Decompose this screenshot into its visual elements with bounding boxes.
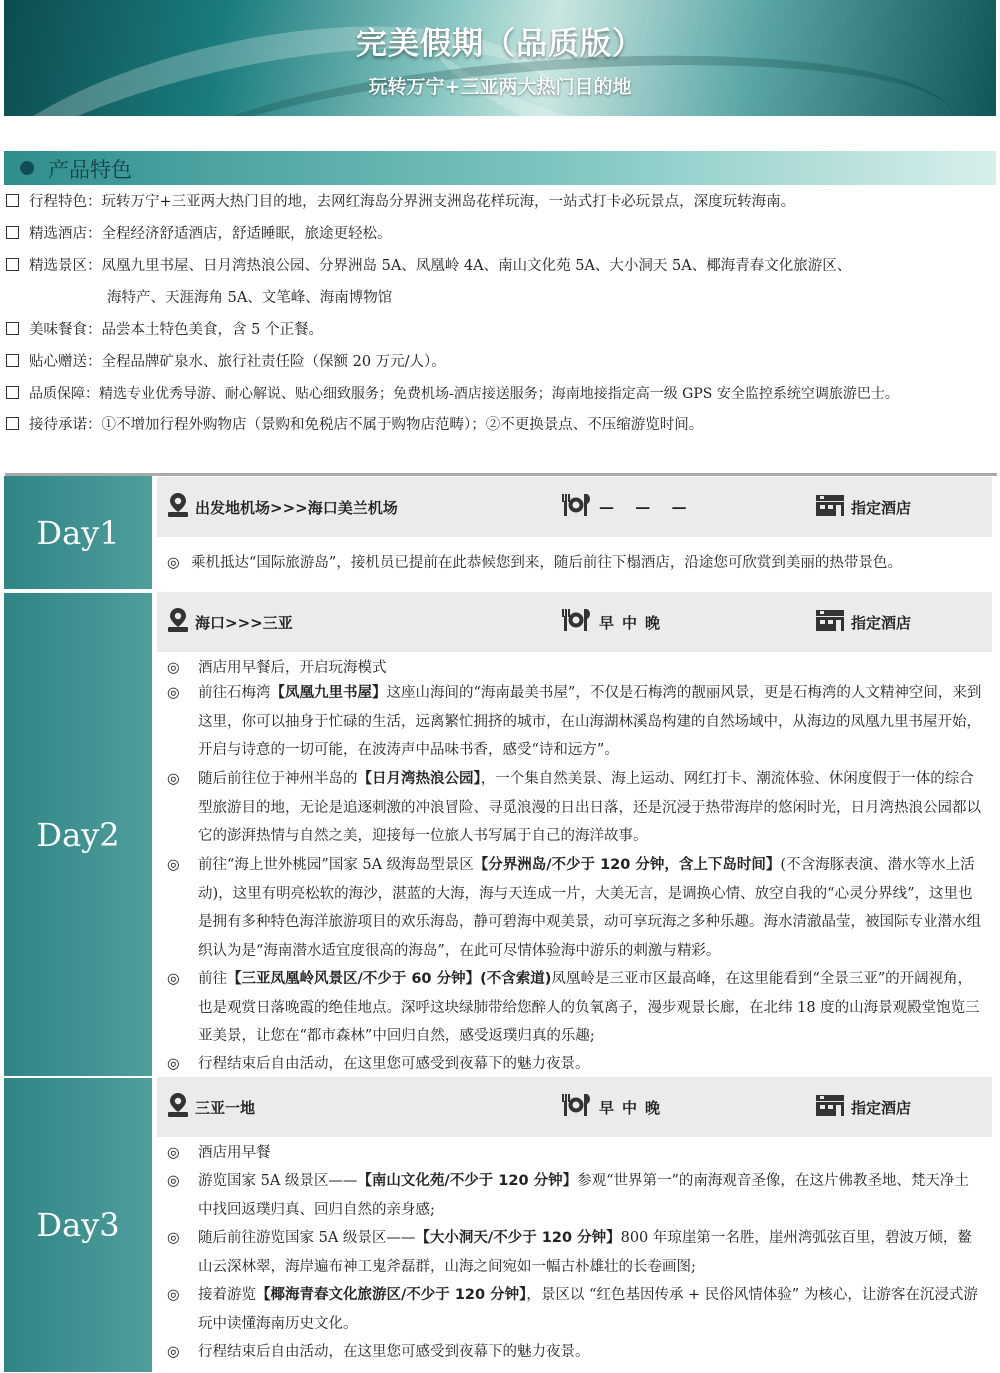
circle-bullet-icon: ◎ [167, 857, 180, 873]
page-subtitle: 玩转万宁+三亚两大热门目的地 [368, 76, 632, 98]
location-pin-icon [167, 607, 195, 637]
hotel-icon [815, 1093, 851, 1121]
day-label-1: Day1 [4, 476, 152, 589]
itinerary-item: ◎ 酒店用早餐后，开启玩海模式 [167, 654, 982, 683]
hotel-text: 指定酒店 [851, 1098, 912, 1117]
hotel-cell [815, 1077, 911, 1137]
itinerary-item: ◎ 行程结束后自由活动，在这里您可感受到夜幕下的魅力夜景。 [167, 1050, 982, 1079]
itinerary-item: ◎ 随后前往游览国家 5A 级景区——【大小洞天/不少于 120 分钟】800 年琼崖第一名胜，崖州湾弧弦百里，碧波万倾，鳌山云深林翠，海岸遍布神工鬼斧磊群，山海之间宛如一幅古朴雄壮的长卷画图; [167, 1224, 982, 1281]
hotel-text: 指定酒店 [851, 498, 912, 517]
circle-bullet-icon: ◎ [167, 555, 180, 571]
feature-item: 精选酒店：全程经济舒适酒店，舒适睡眠，旅途更轻松。 [6, 224, 996, 244]
feature-item: 接待承诺：①不增加行程外购物店（景购和免税店不属于购物店范畴）；②不更换景点、不压缩游览时间。 [6, 415, 996, 435]
itinerary-item: ◎ 随后前往位于神州半岛的【日月湾热浪公园】，一个集自然美景、海上运动、网红打卡、潮流体验、休闲度假于一体的综合型旅游目的地，无论是追逐刺激的冲浪冒险、寻觅浪漫的日出日落，还是沉浸于热带海岸的悠闲时光，日月湾热浪公园都以它的澎湃热情与自然之美，迎接每一位旅人书写属于自己的海洋故事。 [167, 765, 982, 851]
checkbox-icon [6, 354, 19, 367]
itinerary-item: ◎ 酒店用早餐 [167, 1139, 982, 1168]
itinerary-item: ◎ 前往【三亚凤凰岭风景区/不少于 60 分钟】(不含索道)凤凰岭是三亚市区最高峰，在这里能看到“全景三亚”的开阔视角，也是观赏日落晚霞的绝佳地点。深呼这块绿肺带给您醉人的负氧离子，漫步观景长廊，在北纬 18 度的山海景观殿堂饱览三亚美景，让您在“都市森林”中回归自然，感受返璞归真的乐趣; [167, 965, 982, 1051]
meal-text: 早中晚 [599, 1098, 669, 1117]
day-label-2: Day2 [4, 591, 152, 1076]
checkbox-icon [6, 226, 19, 239]
location-pin-icon [167, 492, 195, 522]
feature-item: 行程特色：玩转万宁+三亚两大热门目的地，去网红海岛分界洲支洲岛花样玩海，一站式打卡必玩景点，深度玩转海南。 [6, 192, 996, 212]
circle-bullet-icon: ◎ [167, 771, 180, 787]
circle-bullet-icon: ◎ [167, 971, 180, 987]
day-2-header [157, 592, 992, 652]
circle-bullet-icon: ◎ [167, 1056, 180, 1072]
hotel-cell [815, 477, 911, 537]
bullet-dot-icon [20, 161, 34, 175]
route-cell [167, 477, 398, 537]
meal-utensils-icon [561, 492, 599, 522]
itinerary-item: ◎ 游览国家 5A 级景区——【南山文化苑/不少于 120 分钟】参观“世界第一”的南海观音圣像，在这片佛教圣地、梵天净土中找回返璞归真、回归自然的亲身感; [167, 1167, 982, 1224]
circle-bullet-icon: ◎ [167, 1344, 180, 1360]
feature-item: 品质保障：精选专业优秀导游、耐心解说、贴心细致服务；免费机场-酒店接送服务；海南地接指定高一级 GPS 安全监控系统空调旅游巴士。 [6, 384, 996, 404]
meal-utensils-icon [561, 1092, 599, 1122]
hotel-text: 指定酒店 [851, 613, 912, 632]
feature-item: 贴心赠送：全程品牌矿泉水、旅行社责任险（保额 20 万元/人）。 [6, 352, 996, 372]
hotel-icon [815, 608, 851, 636]
day-1-header [157, 477, 992, 537]
circle-bullet-icon: ◎ [167, 1145, 180, 1161]
meal-text: — — — [599, 498, 695, 516]
checkbox-icon [6, 194, 19, 207]
checkbox-icon [6, 386, 19, 399]
checkbox-icon [6, 322, 19, 335]
itinerary-item: ◎ 接着游览【椰海青春文化旅游区/不少于 120 分钟】，景区以 “红色基因传承 + 民俗风情体验” 为核心，让游客在沉浸式游玩中读懂海南历史文化。 [167, 1281, 982, 1338]
header-banner [4, 0, 996, 116]
feature-item: 美味餐食：品尝本土特色美食，含 5 个正餐。 [6, 320, 996, 340]
route-text: 海口>>>三亚 [195, 613, 293, 632]
meal-cell [561, 592, 668, 652]
day-label-3: Day3 [4, 1076, 152, 1372]
meal-cell [561, 477, 694, 537]
itinerary-item: ◎ 前往石梅湾【凤凰九里书屋】这座山海间的“海南最美书屋”，不仅是石梅湾的靓丽风景，更是石梅湾的人文精神空间，来到这里，你可以抽身于忙碌的生活，远离繁忙拥挤的城市，在山海湖林溪岛构建的自然场域中，从海边的凤凰九里书屋开始，开启与诗意的一切可能，在波涛声中品味书香，感受“诗和远方”。 [167, 679, 982, 765]
circle-bullet-icon: ◎ [167, 1287, 180, 1303]
itinerary-item: ◎ 前往“海上世外桃园”国家 5A 级海岛型景区【分界洲岛/不少于 120 分钟，含上下岛时间】(不含海豚表演、潜水等水上活动)，这里有明亮松软的海沙，湛蓝的大海，海与天连成一片，大美无言，是调换心情、放空自我的“心灵分界线”，这里也是拥有多种特色海洋旅游项目的欢乐海岛，静可碧海中观美景，动可享玩海之多种乐趣。海水清澈晶莹，被国际专业潜水组织认为是“海南潜水适宜度很高的海岛”，在此可尽情体验海中游乐的刺激与精彩。 [167, 851, 982, 965]
checkbox-icon [6, 417, 19, 430]
section-title: 产品特色 [48, 158, 132, 182]
page-title: 完美假期（品质版） [356, 26, 644, 62]
meal-cell [561, 1077, 668, 1137]
hotel-icon [815, 493, 851, 521]
feature-item-continuation: 海特产、天涯海角 5A、文笔峰、海南博物馆 [107, 290, 393, 306]
location-pin-icon [167, 1092, 195, 1122]
itinerary-item: ◎ 行程结束后自由活动，在这里您可感受到夜幕下的魅力夜景。 [167, 1338, 982, 1367]
route-cell [167, 1077, 255, 1137]
section-header-features [4, 151, 996, 185]
day-3-header [157, 1077, 992, 1137]
circle-bullet-icon: ◎ [167, 660, 180, 676]
itinerary-item: ◎ 乘机抵达“国际旅游岛”，接机员已提前在此恭候您到来，随后前往下榻酒店，沿途您可欣赏到美丽的热带景色。 [167, 548, 982, 578]
circle-bullet-icon: ◎ [167, 1173, 180, 1189]
route-text: 出发地机场>>>海口美兰机场 [195, 498, 398, 517]
route-text: 三亚一地 [195, 1098, 256, 1117]
circle-bullet-icon: ◎ [167, 1230, 180, 1246]
feature-item: 精选景区：凤凰九里书屋、日月湾热浪公园、分界洲岛 5A、凤凰岭 4A、南山文化苑 5A、大小洞天 5A、椰海青春文化旅游区、 [6, 256, 996, 276]
circle-bullet-icon: ◎ [167, 685, 180, 701]
meal-text: 早中晚 [599, 613, 669, 632]
hotel-cell [815, 592, 911, 652]
route-cell [167, 592, 293, 652]
checkbox-icon [6, 258, 19, 271]
meal-utensils-icon [561, 607, 599, 637]
